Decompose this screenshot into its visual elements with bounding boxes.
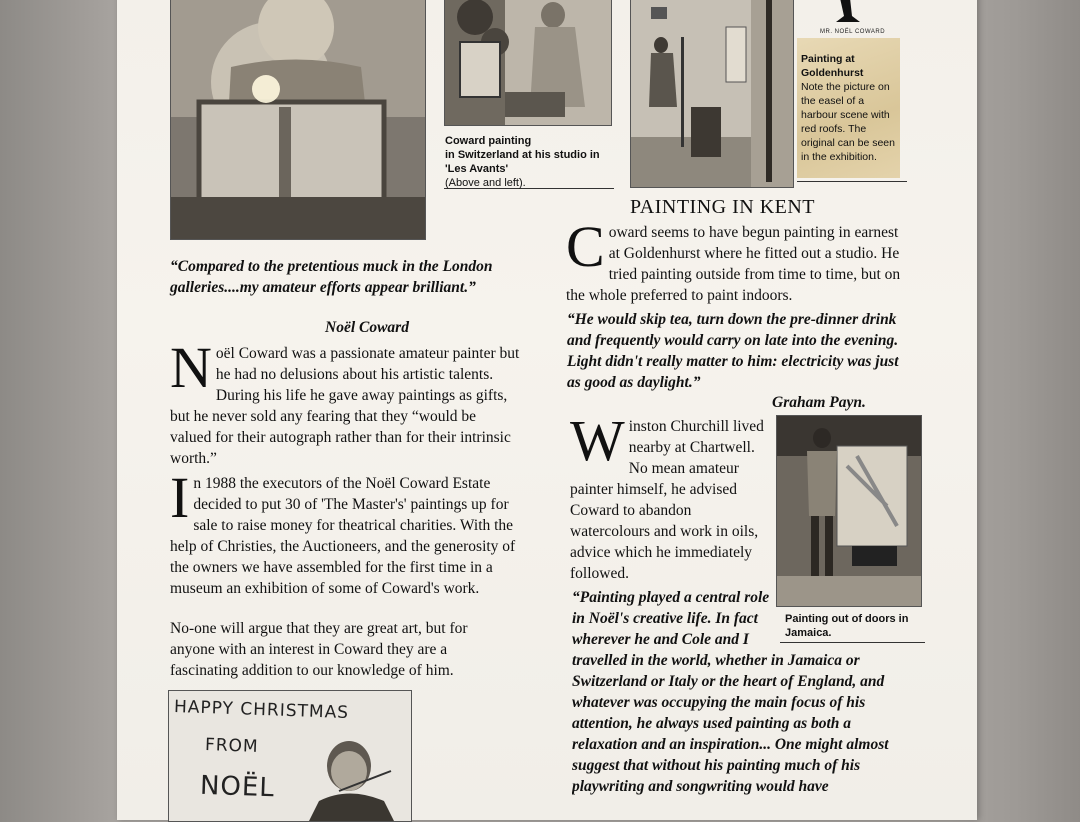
wrap-spacer — [772, 587, 917, 647]
caption-line: Painting out of doors in — [785, 613, 909, 625]
right-paragraph-2 — [570, 408, 770, 584]
caption-title: Goldenhurst — [801, 67, 864, 79]
caption-line: (Above and left). — [445, 177, 526, 189]
left-paragraph-2 — [170, 465, 520, 599]
quote-text: “Painting played a central role in Noël's creative life. In fact wherever he and Cole and I travelled in the world, whether in Jamaica or Switzerland or Italy or the heart of England, and whatever was occupying the main focus of his attention, he always used painting as both a relaxation and an inspiration... One might almost suggest that without his painting much of his playwriting and songwriting would have — [572, 589, 889, 795]
caption-line: Jamaica. — [785, 627, 832, 639]
right-paragraph-1 — [566, 214, 911, 306]
left-paragraph-1 — [170, 335, 520, 469]
left-quote-attribution: Noël Coward — [325, 319, 409, 336]
dropcap: C — [566, 214, 605, 279]
caption-body: Note the picture on the easel of a harbour scene with red roofs. The original can be seen in the exhibition. — [801, 81, 895, 163]
paragraph-text: inston Churchill lived nearby at Chartwell. No mean amateur painter himself, he advised Coward to abandon watercolours and work in oils, advice which he immediately followed. — [570, 418, 764, 582]
dropcap: N — [170, 335, 212, 400]
caption-line: in Switzerland at his studio in — [445, 149, 600, 161]
logo-caption: MR. NOËL COWARD — [820, 29, 886, 35]
right-quote-2-text — [572, 587, 917, 808]
caption-switzerland — [445, 134, 620, 190]
dropcap: W — [570, 408, 625, 473]
right-quote-1-attribution: Graham Payn. — [772, 394, 866, 411]
paragraph-text: n 1988 the executors of the Noël Coward Estate decided to put 30 of 'The Master's' paintings up for sale to raise money for theatrical charities. With the help of Christies, the Auctioneers, and the generosity of the owners we have assembled for the first time in a museum an exhibition of some of Coward's work. — [170, 475, 516, 597]
caption-rule — [797, 181, 907, 182]
card-text-line-2: FROM — [204, 735, 259, 757]
caption-title: Painting at — [801, 53, 855, 65]
left-paragraph-3: No-one will argue that they are great art, but for anyone with an interest in Coward they are a fascinating addition to our knowledge of him. — [170, 620, 468, 679]
card-text-line-1: HAPPY CHRISTMAS — [173, 696, 350, 724]
paragraph-text: oël Coward was a passionate amateur painter but he had no delusions about his artistic talents. During his life he gave away paintings as gifts, but he never sold any fearing that they “would be valued for their autograph rather than for their intrinsic worth.” — [170, 345, 520, 467]
photo-switzerland-studio — [444, 0, 612, 126]
caption-goldenhurst — [801, 52, 899, 164]
right-quote-1: “He would skip tea, turn down the pre-dinner drink and frequently would carry on late into the evening. Light didn't really matter to him: electricity was just as good as daylight.” — [567, 311, 899, 391]
card-text-line-3: NOËL — [199, 770, 276, 804]
bird-logo-icon — [832, 0, 862, 26]
dropcap: I — [170, 465, 190, 530]
photo-goldenhurst-studio — [630, 0, 794, 188]
left-quote: “Compared to the pretentious muck in the London galleries....my amateur efforts appear brilliant.” — [170, 258, 493, 296]
photo-coward-at-easel — [170, 0, 426, 240]
section-heading: PAINTING IN KENT — [630, 196, 816, 218]
caption-line: Coward painting — [445, 135, 532, 147]
photo-jamaica-outdoors — [776, 415, 922, 607]
paragraph-text: oward seems to have begun painting in earnest at Goldenhurst where he fitted out a studio. He tried painting outside from time to time, but on the whole preferred to paint indoors. — [566, 224, 901, 304]
caption-line: 'Les Avants' — [445, 163, 509, 175]
